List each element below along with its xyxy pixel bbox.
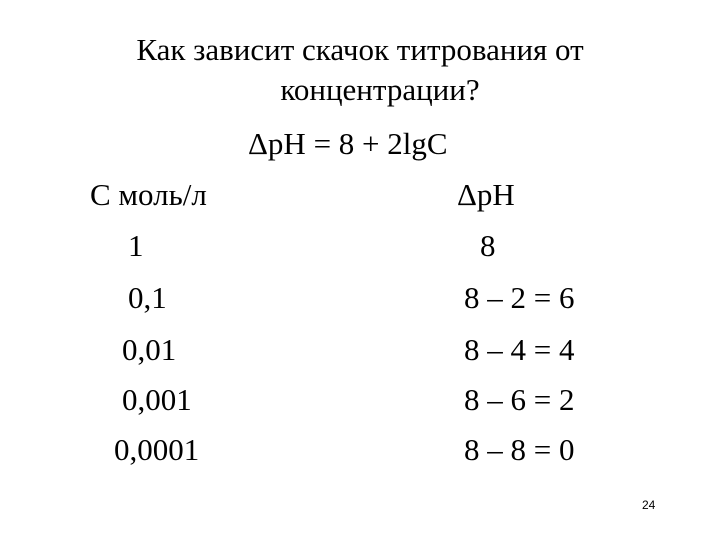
row-3-concentration: 0,01 xyxy=(122,332,177,367)
header-concentration: С моль/л xyxy=(90,177,207,212)
row-2-concentration: 0,1 xyxy=(128,280,167,315)
row-5-delta-ph: 8 – 8 = 0 xyxy=(464,432,575,467)
page-number: 24 xyxy=(642,498,656,512)
title-line-1: Как зависит скачок титрования от xyxy=(136,32,584,67)
header-delta-ph: ΔpH xyxy=(457,177,515,212)
row-4-concentration: 0,001 xyxy=(122,382,192,417)
row-1-concentration: 1 xyxy=(128,228,144,263)
row-1-delta-ph: 8 xyxy=(480,228,496,263)
row-3-delta-ph: 8 – 4 = 4 xyxy=(464,332,575,367)
row-4-delta-ph: 8 – 6 = 2 xyxy=(464,382,575,417)
slide-title xyxy=(60,30,660,110)
row-5-concentration: 0,0001 xyxy=(114,432,200,467)
row-2-delta-ph: 8 – 2 = 6 xyxy=(464,280,575,315)
formula: ΔpH = 8 + 2lgC xyxy=(248,126,448,161)
title-line-2: концентрации? xyxy=(280,72,480,107)
